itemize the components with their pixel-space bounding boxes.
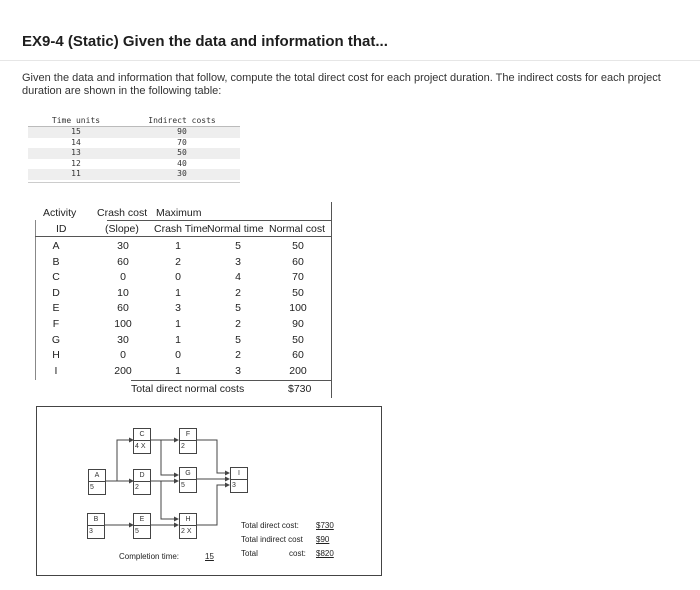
cell-max-crash-time: 2 [175,255,181,268]
cell-normal-cost: 90 [292,318,304,330]
cell-crash-cost: 0 [120,271,126,284]
cell-normal-cost: 50 [292,333,304,346]
table-row [28,159,240,170]
indirect-cost-table [28,115,240,183]
cell-activity-id: H [52,349,60,362]
cell-crash-cost: 30 [117,333,129,346]
header-maximum: Maximum [156,207,202,219]
cell-normal-time: 3 [235,255,241,268]
node-duration: 2 X [181,528,192,535]
arrow-h-i [196,485,229,525]
table-row [28,127,240,138]
cell-normal-cost: 70 [292,271,304,284]
network-node-g [179,467,197,493]
cell-crash-cost: 60 [117,255,129,268]
node-id: D [134,470,150,482]
cell-max-crash-time: 0 [175,271,181,284]
cell-activity-id: F [52,318,60,330]
footer-rule [131,380,331,381]
footer-value: $730 [288,383,312,395]
cell-time: 12 [71,158,81,168]
network-node-f [179,428,197,454]
arrow-d-h [150,481,178,519]
header-crash-cost: Crash cost [97,207,148,219]
cell-normal-time: 3 [235,364,241,377]
cell-cost: 70 [177,137,187,147]
node-id: H [180,514,196,526]
table-bottom-rule [28,182,240,183]
cell-normal-cost: 100 [289,302,307,315]
network-node-b [87,513,105,539]
cell-time: 14 [71,137,81,147]
cell-crash-cost: 0 [120,349,126,362]
table-row [28,138,240,149]
header-slope: (Slope) [105,223,139,235]
network-node-a [88,469,106,495]
network-node-c [133,428,151,454]
indirect-cost-label: Total indirect cost [241,535,303,544]
cell-crash-cost: 60 [117,302,129,315]
cell-max-crash-time: 1 [175,286,181,299]
cell-time: 15 [71,127,81,136]
header-normal-time: Normal time [207,223,264,235]
cell-normal-cost: 200 [289,364,307,377]
cell-time: 11 [71,169,81,178]
node-duration: 2 [181,443,185,450]
completion-label: Completion time: [119,552,180,561]
cell-normal-time: 2 [235,318,241,330]
cell-max-crash-time: 1 [175,333,181,346]
cell-max-crash-time: 0 [175,349,181,362]
node-duration: 5 [135,528,139,535]
header-rule [107,220,331,221]
header-activity: Activity [43,207,77,219]
node-id: A [89,470,105,482]
node-id: I [231,468,247,480]
node-duration: 4 X [135,443,146,450]
indirect-table-header [28,115,240,127]
cell-activity-id: C [52,271,60,284]
cell-cost: 90 [177,127,187,136]
node-duration: 5 [90,484,94,491]
cell-cost: 50 [177,148,187,157]
node-id: C [134,429,150,441]
header-id: ID [56,223,67,235]
cell-cost: 40 [177,158,187,168]
cell-normal-cost: 60 [292,255,304,268]
table-row [28,148,240,159]
node-duration: 2 [135,484,139,491]
divider [0,60,700,61]
table-row [28,169,240,180]
cell-max-crash-time: 1 [175,364,181,377]
header-time-units: Time units [51,116,101,125]
header-normal-cost: Normal cost [269,223,326,235]
cell-crash-cost: 100 [114,318,132,330]
node-duration: 5 [181,482,185,489]
footer-label: Total direct normal costs [131,383,245,395]
node-duration: 3 [232,482,236,489]
cell-crash-cost: 200 [114,364,132,377]
cell-activity-id: I [54,364,58,377]
indirect-cost-value: $90 [316,535,330,544]
network-node-h [179,513,197,539]
cell-activity-id: G [51,333,61,346]
cell-crash-cost: 10 [117,286,129,299]
cell-normal-cost: 50 [292,286,304,299]
cell-normal-time: 5 [235,240,241,252]
completion-value: 15 [205,552,214,561]
node-duration: 3 [89,528,93,535]
activity-table [35,202,332,398]
network-diagram [36,406,382,576]
header-bottom-rule [35,236,331,237]
cell-normal-time: 4 [235,271,241,284]
page-title: EX9-4 (Static) Given the data and information that... [22,33,388,50]
cell-activity-id: B [52,255,60,268]
cell-activity-id: D [52,286,60,299]
direct-cost-value: $730 [316,521,334,530]
indirect-table-body [28,127,240,180]
cell-activity-id: E [52,302,60,315]
arrow-f-i [196,440,229,473]
cell-cost: 30 [177,169,187,178]
cell-normal-cost: 60 [292,349,304,362]
intro-text: Given the data and information that follow, compute the total direct cost for each project duration. The indirect costs for each project duration are shown in the following table: [22,72,661,97]
network-node-e [133,513,151,539]
cell-normal-time: 2 [235,286,241,299]
network-node-i [230,467,248,493]
cell-activity-id: A [52,240,60,252]
cell-crash-cost: 30 [117,240,129,252]
network-node-d [133,469,151,495]
cell-max-crash-time: 3 [175,302,181,315]
cell-normal-cost: 50 [292,240,304,252]
cell-max-crash-time: 1 [175,240,181,252]
cell-time: 13 [71,148,81,157]
node-id: E [134,514,150,526]
cell-normal-time: 5 [235,333,241,346]
total-cost-value: $820 [316,549,334,558]
node-id: F [180,429,196,441]
arrow-c-g [150,440,178,475]
header-crash-time: Crash Time [154,223,208,235]
arrow-a-c [105,440,133,481]
direct-cost-label: Total direct cost: [241,521,299,530]
cell-normal-time: 2 [235,349,241,362]
cell-normal-time: 5 [235,302,241,315]
node-id: G [180,468,196,480]
node-id: B [88,514,104,526]
total-cost-label: cost: [289,549,306,558]
cell-max-crash-time: 1 [175,318,181,330]
total-label: Total [241,549,258,558]
header-indirect-costs: Indirect costs [148,116,216,125]
